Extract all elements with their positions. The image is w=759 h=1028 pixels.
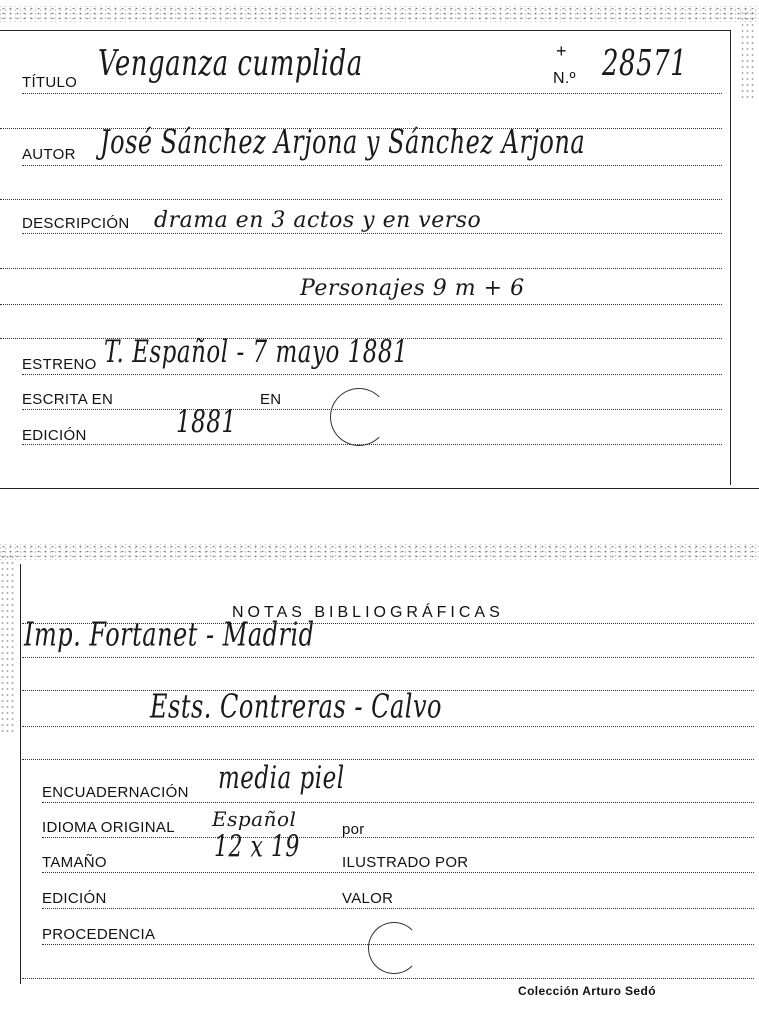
rule-blank-c — [22, 978, 754, 979]
valor-label: VALOR — [342, 890, 394, 907]
scan-edge-noise — [0, 6, 759, 22]
stamp-mark — [330, 388, 388, 446]
rule-autor — [22, 165, 722, 166]
encuadernacion-label: ENCUADERNACIÓN — [42, 784, 189, 801]
card-bottom-border — [0, 488, 759, 489]
scan-edge-noise-right — [740, 10, 754, 100]
numero-label: N.º — [553, 70, 576, 87]
encuadernacion-value: media piel — [218, 760, 345, 796]
rule-blank-4 — [0, 304, 722, 305]
ilustrado-label: ILUSTRADO POR — [342, 854, 469, 871]
descripcion-extra: Personajes 9 m + 6 — [300, 276, 525, 301]
procedencia-label: PROCEDENCIA — [42, 926, 156, 943]
card-left-border — [20, 564, 21, 984]
rule-encuadernacion — [42, 802, 754, 803]
idioma-label: IDIOMA ORIGINAL — [42, 819, 175, 836]
rule-blank-3 — [0, 268, 722, 269]
titulo-label: TÍTULO — [22, 74, 78, 91]
scan-edge-noise — [0, 544, 759, 560]
catalog-card-bottom — [0, 540, 759, 1028]
rule-estreno — [22, 374, 722, 375]
estreno-label: ESTRENO — [22, 356, 97, 373]
card-top-border — [0, 30, 730, 31]
rule-blank-b — [22, 759, 754, 760]
collection-footer: Colección Arturo Sedó — [518, 984, 656, 998]
edicion-value: 1881 — [176, 404, 237, 440]
tamano-label: TAMAÑO — [42, 854, 107, 871]
rule-descripcion — [22, 233, 722, 234]
rule-nota2 — [22, 726, 754, 727]
edicion2-label: EDICIÓN — [42, 890, 107, 907]
escrita-label: ESCRITA EN — [22, 391, 114, 408]
rule-edicion2 — [42, 908, 754, 909]
descripcion-label: DESCRIPCIÓN — [22, 215, 130, 232]
numero-mark: + — [556, 41, 567, 61]
titulo-value: Venganza cumplida — [98, 44, 363, 85]
rule-nota1 — [22, 657, 754, 658]
estreno-value: T. Español - 7 mayo 1881 — [104, 334, 409, 370]
rule-blank-2 — [0, 199, 722, 200]
por-label: por — [342, 821, 365, 838]
edicion-label: EDICIÓN — [22, 427, 87, 444]
rule-tamano — [42, 872, 754, 873]
rule-idioma — [42, 837, 754, 838]
stamp-mark — [368, 922, 420, 974]
scan-edge-noise-left — [0, 554, 14, 734]
card-right-border — [730, 30, 731, 485]
nota-line1: Imp. Fortanet - Madrid — [24, 615, 315, 654]
notas-heading: NOTAS BIBLIOGRÁFICAS — [232, 604, 504, 621]
autor-label: AUTOR — [22, 146, 76, 163]
rule-titulo — [22, 93, 722, 94]
en-label: EN — [260, 391, 282, 408]
idioma-value: Español — [212, 807, 297, 831]
catalog-card-top — [0, 0, 759, 495]
descripcion-value: drama en 3 actos y en verso — [154, 208, 482, 233]
autor-value: José Sánchez Arjona y Sánchez Arjona — [100, 123, 586, 162]
tamano-value: 12 x 19 — [214, 830, 300, 865]
rule-edicion — [22, 444, 722, 445]
numero-value: 28571 — [602, 44, 688, 85]
nota-line2: Ests. Contreras - Calvo — [150, 687, 442, 726]
